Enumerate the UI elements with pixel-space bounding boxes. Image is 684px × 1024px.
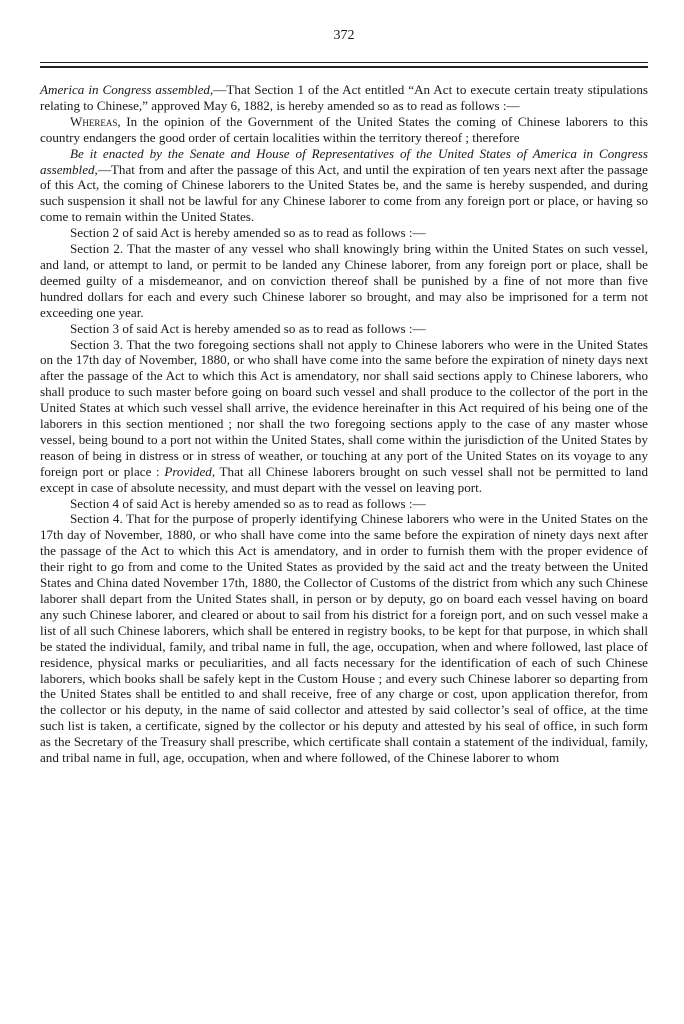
body-text-segment: Section 3 of said Act is hereby amended so as to read as follows :—	[70, 320, 426, 336]
italic-text: America in Congress assembled,	[40, 82, 214, 97]
paragraph	[40, 511, 648, 766]
header-rule-thin	[40, 62, 648, 63]
paragraph	[40, 496, 648, 512]
italic-text: Be it enacted by the Senate and House of Representatives of the United States of America in Congress assembled,	[40, 145, 648, 177]
body-text-segment: Section 4 of said Act is hereby amended so as to read as follows :—	[70, 495, 426, 511]
paragraph	[40, 241, 648, 321]
paragraph	[40, 225, 648, 241]
paragraph	[40, 114, 648, 146]
body-text-segment: Section 3. That the two foregoing sections shall not apply to Chinese laborers who were in the United States on the 17th day of November, 1880, or who shall have come into the same before the expiration of ninety days next after the passage of the Act to which this Act is amendatory, nor shall said sections apply to Chinese laborers, who shall produce to such master before going on board such vessel and shall produce to the collector of the port in the United States at which such vessel shall arrive, the evidence hereinafter in this Act required of his being one of the laborers in this section mentioned ; nor shall the two foregoing sections apply to the case of any master whose vessel, being bound to a port not within the United States, shall come within the jurisdiction of the United States by reason of being in distress or in stress of weather, or touching at any port of the United States on its voyage to any foreign port or place :	[40, 336, 648, 479]
body-text-segment: Section 2. That the master of any vessel who shall knowingly bring within the United States on such vessel, and land, or attempt to land, or permit to be landed any Chinese laborer, from any foreign port or place, shall be deemed guilty of a misdemeanor, and on conviction thereof shall be punished by a fine of not more than five hundred dollars for each and every such Chinese laborer so brought, and may also be imprisoned for a term not exceeding one year.	[40, 241, 648, 320]
smallcaps-text: Whereas,	[70, 113, 121, 129]
document-page	[40, 24, 648, 766]
paragraph	[40, 321, 648, 337]
body-text	[40, 82, 648, 766]
body-text-segment: —That Section 1 of the Act entitled “An Act to execute certain treaty stipulations relating to Chinese,” approved May 6, 1882, is hereby amended so as to read as follows :—	[40, 82, 648, 113]
body-text-segment: In the opinion of the Government of the United States the coming of Chinese laborers to this country endangers the good order of certain localities within the territory thereof ; therefore	[40, 113, 648, 145]
body-text-segment: Section 4. That for the purpose of properly identifying Chinese laborers who were in the United States on the 17th day of November, 1880, or who shall have come into the same before the expiration of ninety days next after the passage of the Act to which this Act is amendatory, and in order to furnish them with the proper evidence of their right to go from and come to the United States as provided by the said act and the treaty between the United States and China dated November 17th, 1880, the Collector of Customs of the district from which any such Chinese laborer shall depart from the United States shall, in person or by deputy, go on board each vessel having on board any such Chinese laborer, and cleared or about to sail from his district for a foreign port, and on such vessel make a list of all such Chinese laborers, which shall be entered in registry books, to be kept for that purpose, in which shall be stated the individual, family, and tribal name in full, the age, occupation, when and where followed, last place of residence, physical marks or peculiarities, and all facts necessary for the identification of each of such Chinese laborers, which books shall be safely kept in the Custom House ; and every such Chinese laborer so departing from the United States shall be entitled to and shall receive, free of any charge or cost, upon application therefor, from the collector or his deputy, in the name of said collector and attested by said collector’s seal of office, at the time such list is taken, a certificate, signed by the collector or his deputy and attested by his seal of office, in such form as the Secretary of the Treasury shall prescribe, which certificate shall contain a statement of the individual, family, and tribal name in full, age, occupation, when and where followed, of the Chinese laborer to whom	[40, 511, 648, 766]
body-text-segment: That all Chinese laborers brought on such vessel shall not be permitted to land except in case of absolute necessity, and must depart with the vessel on leaving port.	[40, 463, 648, 495]
italic-text: Provided,	[164, 463, 216, 479]
paragraph	[40, 82, 648, 114]
body-text-segment: —That from and after the passage of this Act, and until the expiration of ten years next after the passage of this Act, the coming of Chinese laborers to the United States be, and the same is hereby suspended, and during such suspension it shall not be lawful for any Chinese laborer to come from any foreign port or place, or having so come to remain within the United States.	[40, 161, 648, 225]
paragraph	[40, 337, 648, 496]
header-rule-thick	[40, 66, 648, 68]
body-text-segment: Section 2 of said Act is hereby amended so as to read as follows :—	[70, 225, 426, 241]
page-number: 372	[333, 28, 355, 43]
paragraph	[40, 146, 648, 226]
